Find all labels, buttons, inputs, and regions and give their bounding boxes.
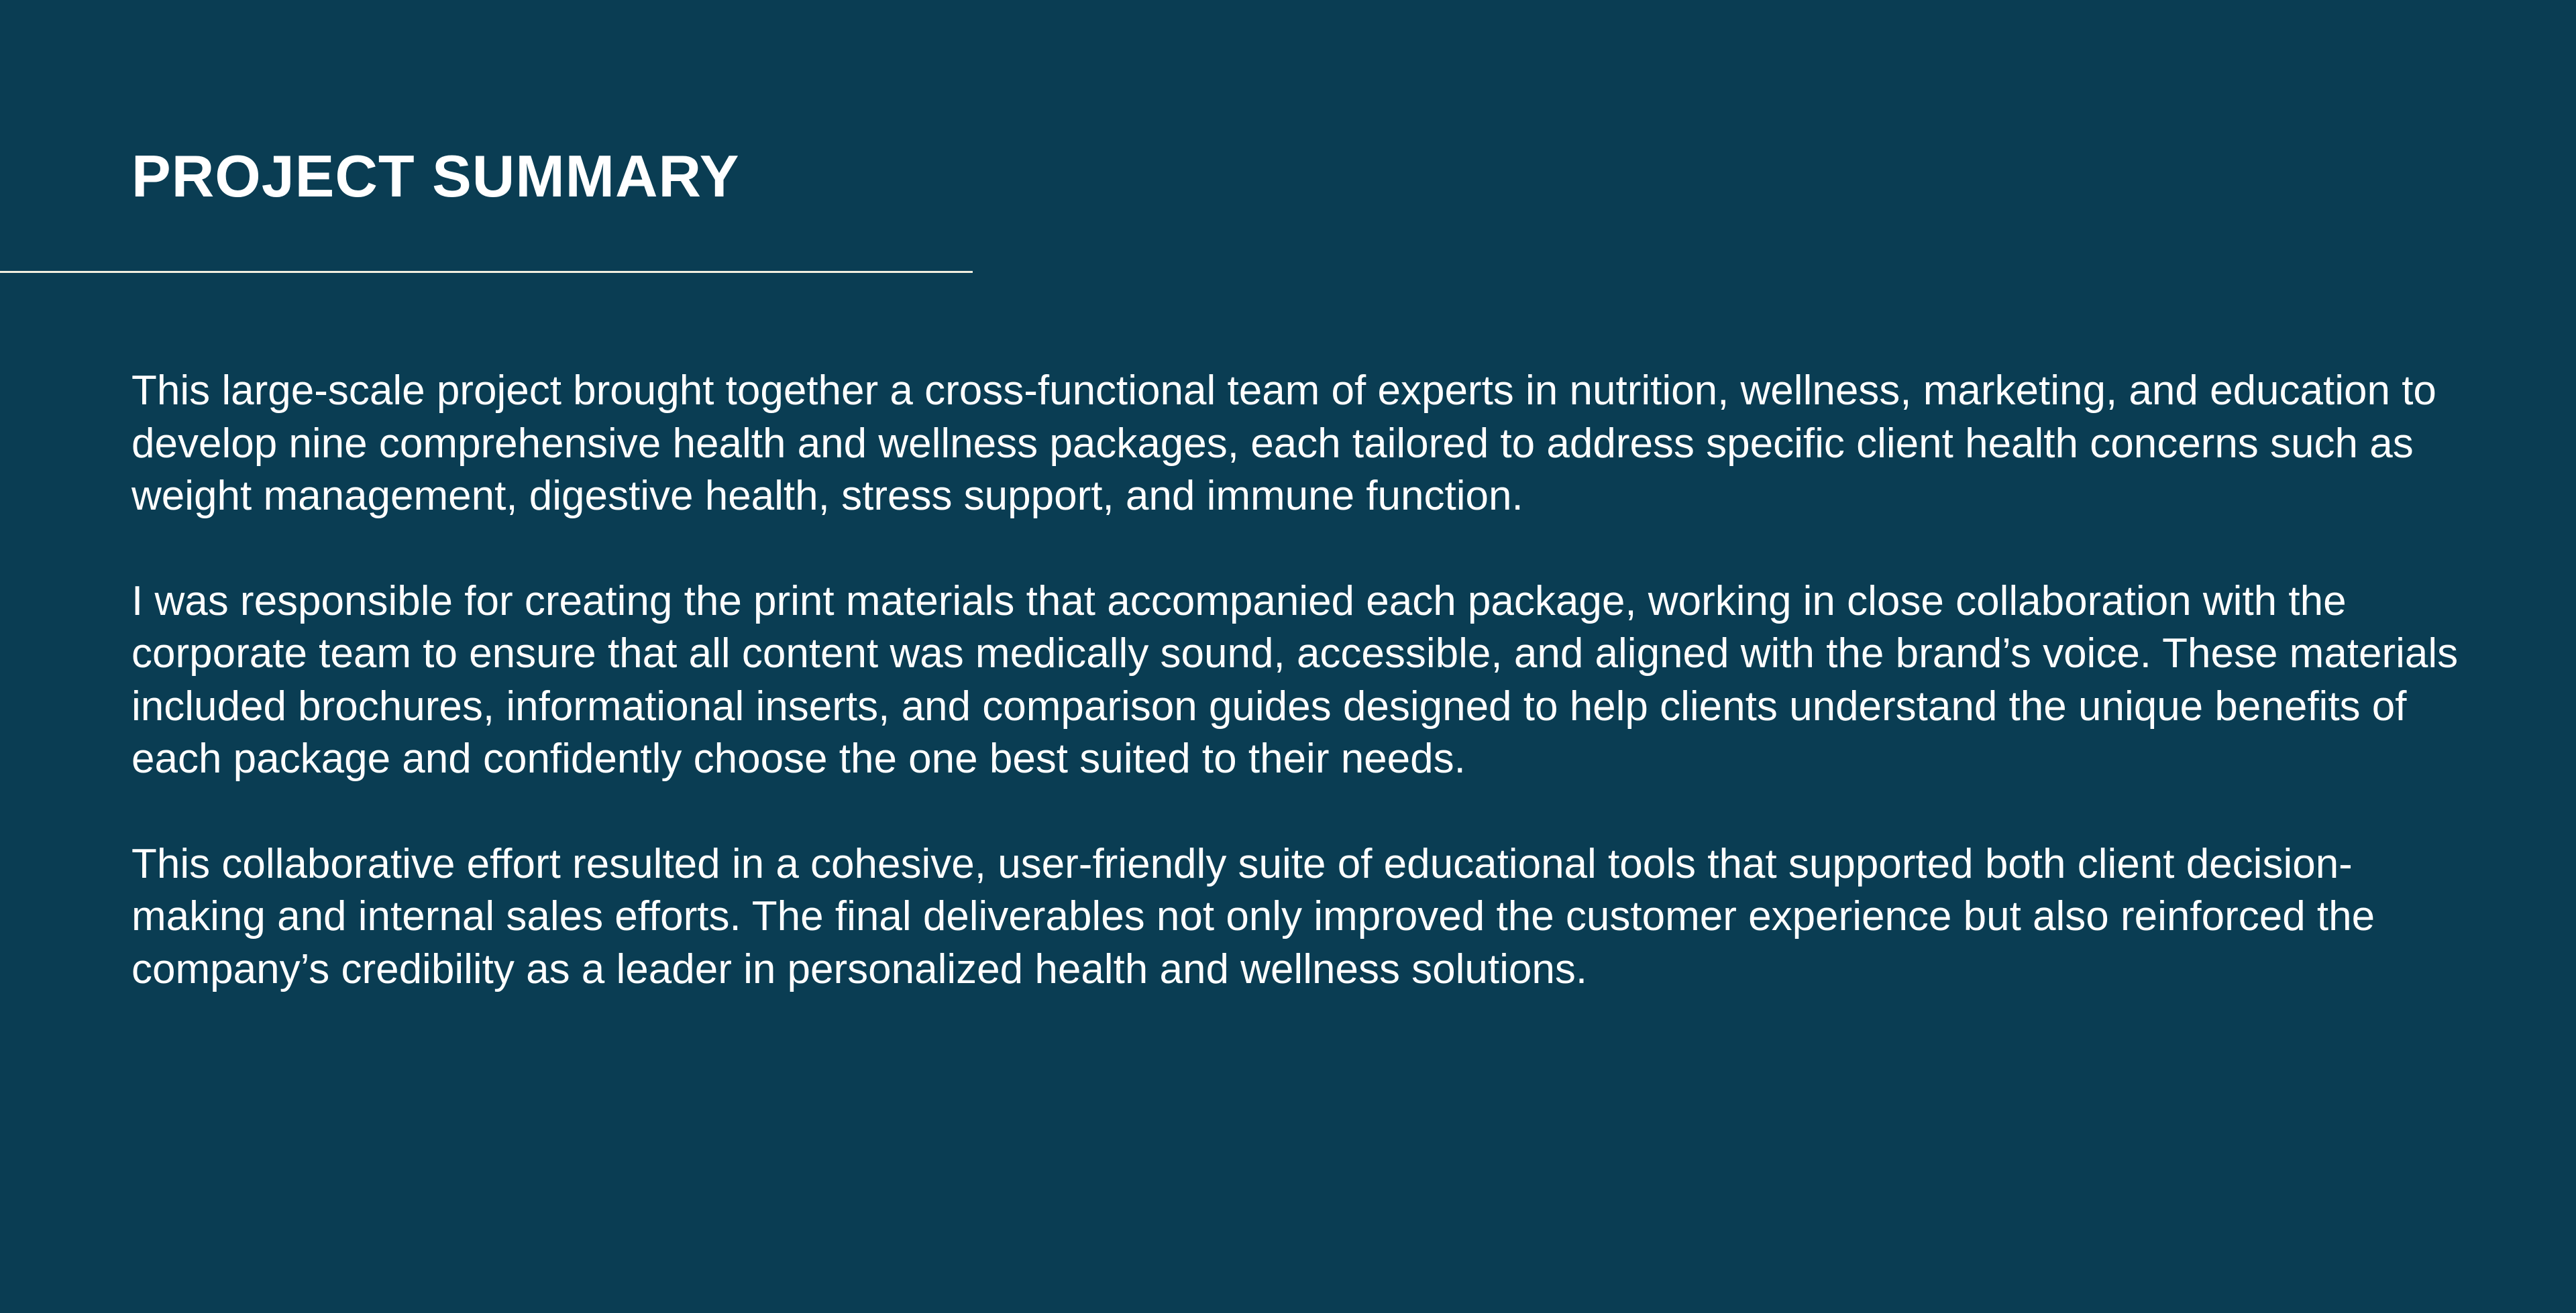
summary-paragraph-results: This collaborative effort resulted in a cohesive, user-friendly suite of educational tools that supported both client decision-making and internal sales efforts. The final deliverables not only improved the customer experience but also reinforced the company’s credibility as a leader in personalized health and wellness solutions. — [131, 840, 2375, 992]
summary-body — [131, 365, 2459, 996]
summary-paragraph-responsibilities: I was responsible for creating the print materials that accompanied each package, working in close collaboration with the corporate team to ensure that all content was medically sound, accessible, and aligned with the brand’s voice. These materials included brochures, informational inserts, and comparison guides designed to help clients understand the unique benefits of each package and confidently choose the one best suited to their needs. — [131, 577, 2459, 782]
title-divider — [0, 271, 973, 273]
summary-paragraph-overview: This large-scale project brought together a cross-functional team of experts in nutrition, wellness, marketing, and education to develop nine comprehensive health and wellness packages, each tailored to address specific client health concerns such as weight management, digestive health, stress support, and immune function. — [131, 367, 2436, 519]
page-title: PROJECT SUMMARY — [131, 143, 740, 209]
